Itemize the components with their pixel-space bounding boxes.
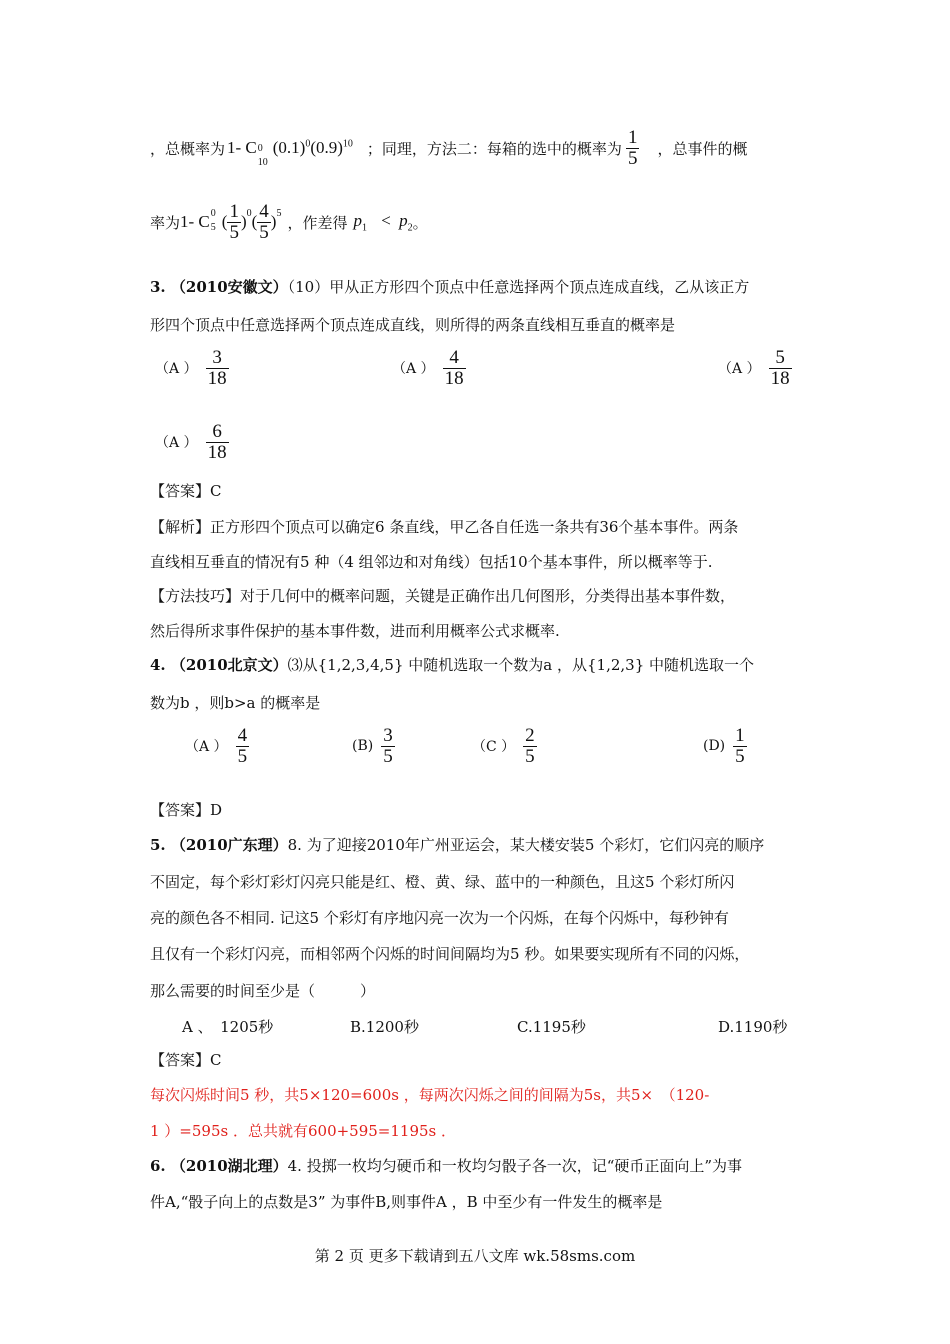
question-3-line-1 [150,276,749,297]
answer: 【答案】D [150,801,223,819]
question-source: 6. （2010湖北理） [150,1157,288,1175]
fraction: $\frac{1}{5}$ [627,127,638,169]
question-6-line-1 [150,1155,742,1176]
page-footer: 第 2 页 更多下载请到五八文库 wk.58sms.com [314,1247,636,1265]
option: （C ） $\frac{2}{5}$ [472,725,535,767]
option: B.1200秒 [350,1018,419,1036]
question-text: （10）甲从正方形四个顶点中任意选择两个顶点连成直线，乙从该正方 [287,278,750,296]
question-5-line-5: 那么需要的时间至少是（ ） [150,982,376,1000]
question-source: 4. （2010北京文） [150,656,288,674]
question-text: 8. 为了迎接2010年广州亚运会，某大楼安装5 个彩灯，它们闪亮的顺序 [287,836,765,854]
option: (B) $\frac{3}{5}$ [352,725,393,767]
question-5-line-4: 且仅有一个彩灯闪亮，而相邻两个闪烁的时间间隔均为5 秒。如果要实现所有不同的闪烁， [150,945,750,963]
formula-line-1 [150,128,747,169]
question-5-line-3: 亮的颜色各不相同. 记这5 个彩灯有序地闪亮一次为一个闪烁，在每个闪烁中，每秒钟有 [150,909,729,927]
option: （A ） $\frac{4}{5}$ [185,725,248,767]
option: （A ） $\frac{5}{18}$ [718,347,790,389]
text: ，作差得 [287,213,348,232]
answer: 【答案】C [150,482,222,500]
option: D.1190秒 [718,1018,788,1036]
text: ；同理，方法二：每箱的选中的概率为 [366,139,622,158]
question-5-line-1 [150,834,764,855]
solution-text: 1 ）=595s ．总共就有600+595=1195s ． [150,1122,457,1140]
question-5-line-2: 不固定，每个彩灯彩灯闪亮只能是红、橙、黄、绿、蓝中的一种颜色，且这5 个彩灯所闪 [150,873,735,891]
option: （A ） $\frac{4}{18}$ [392,347,464,389]
tip: 然后得所求事件保护的基本事件数，进而利用概率公式求概率. [150,622,560,640]
formula-line-2 [150,202,428,243]
math-expr: 1- C 0 10 $(0.1)^0(0.9)^{10}$ [227,138,353,169]
option: (D) $\frac{1}{5}$ [703,725,745,767]
question-3-line-2: 形四个顶点中任意选择两个顶点连成直线，则所得的两条直线相互垂直的概率是 [150,316,676,334]
option: （A ） $\frac{3}{18}$ [155,347,227,389]
text: ，总事件的概 [657,139,748,158]
analysis: 【解析】正方形四个顶点可以确定6 条直线，甲乙各自任选一条共有36个基本事件。两条 [150,518,739,536]
answer: 【答案】C [150,1051,222,1069]
question-text: ⑶从{1,2,3,4,5} 中随机选取一个数为a ，从{1,2,3} 中随机选取一个 [287,656,755,674]
question-4-line-1 [150,654,754,675]
math-expr: $p_1 < p_2$ [353,211,413,234]
option: A 、 1205秒 [182,1018,274,1036]
math-expr: 1- C 0 5 ( $\frac{1}{5}$ ) $^0$ ( $\frac{4}{5}$ ) $^5$ [180,201,282,243]
text: 。 [412,213,428,232]
question-4-line-2: 数为b ，则b>a 的概率是 [150,694,321,712]
option: （A ） $\frac{6}{18}$ [155,421,227,463]
option: C.1195秒 [517,1018,586,1036]
question-6-line-2: 件A,“骰子向上的点数是3” 为事件B,则事件A ，B 中至少有一件发生的概率是 [150,1193,663,1211]
question-source: 5. （2010广东理） [150,836,288,854]
text: 率为 [150,213,181,232]
question-text: 4. 投掷一枚均匀硬币和一枚均匀骰子各一次，记“硬币正面向上”为事 [287,1157,743,1175]
question-source: 3. （2010安徽文） [150,278,288,296]
solution-text: 每次闪烁时间5 秒，共5×120=600s ，每两次闪烁之间的间隔为5s，共5× （120- [150,1086,710,1104]
analysis: 直线相互垂直的情况有5 种（4 组邻边和对角线）包括10个基本事件，所以概率等于. [150,553,713,571]
tip: 【方法技巧】对于几何中的概率问题，关键是正确作出几何图形，分类得出基本事件数， [150,587,736,605]
text: ，总概率为 [150,139,226,158]
